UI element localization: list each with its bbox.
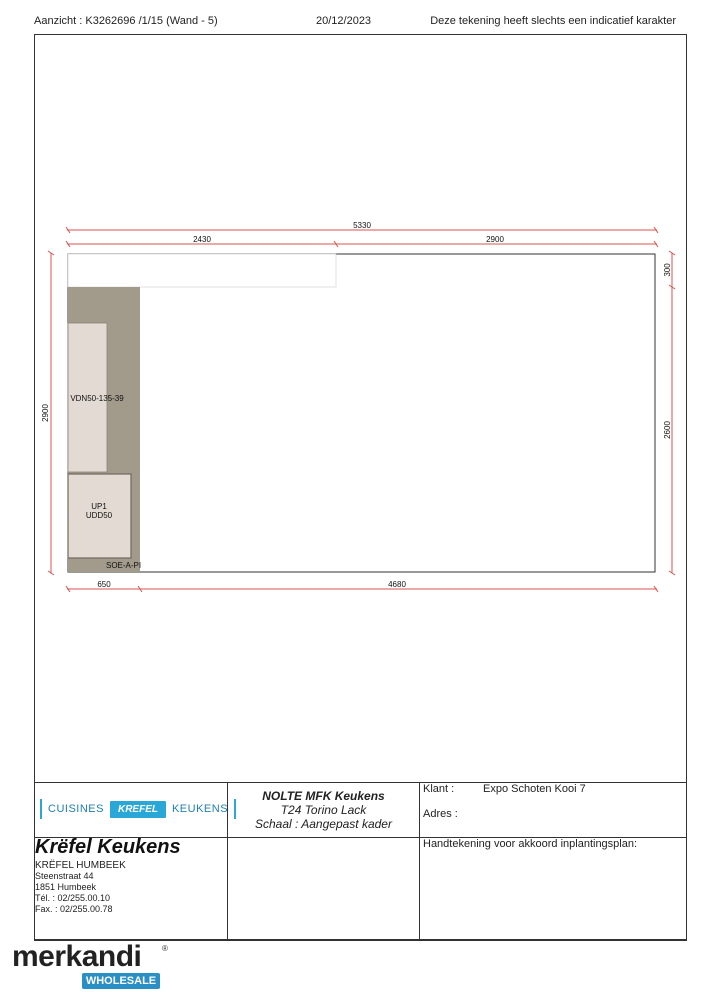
dim-height-left: 2900 bbox=[41, 404, 50, 422]
dim-bottom-right: 4680 bbox=[388, 580, 406, 589]
lower-cabinet-label-1: UP1 bbox=[91, 502, 107, 511]
address-label: Adres : bbox=[423, 808, 458, 820]
signature-cell bbox=[419, 837, 687, 941]
panel-label: SOE-A-PI bbox=[106, 561, 142, 570]
store-fax: Fax. : 02/255.00.78 bbox=[35, 904, 113, 914]
logo-word-left: CUISINES bbox=[48, 803, 104, 815]
supplier-name: NOLTE MFK Keukens bbox=[262, 789, 385, 803]
store-tel: Tél. : 02/255.00.10 bbox=[35, 893, 111, 903]
client-value: Expo Schoten Kooi 7 bbox=[483, 783, 586, 795]
signature-label: Handtekening voor akkoord inplantingsplan: bbox=[423, 838, 638, 850]
store-name: KRËFEL HUMBEEK bbox=[35, 860, 126, 871]
company-name: Krëfel Keukens bbox=[35, 836, 181, 858]
krefel-logo bbox=[40, 799, 236, 819]
dim-total: 5330 bbox=[353, 221, 371, 230]
dim-height-right-top: 300 bbox=[663, 263, 672, 277]
tall-cabinet-label: VDN50-135-39 bbox=[70, 394, 124, 403]
store-city: 1851 Humbeek bbox=[35, 882, 97, 892]
merkandi-logo: merkandi bbox=[12, 940, 142, 973]
view-reference: Aanzicht : K3262696 /1/15 (Wand - 5) bbox=[34, 15, 218, 27]
empty-cell bbox=[227, 837, 420, 941]
lower-cabinet-label-2: UDD50 bbox=[85, 511, 113, 520]
disclaimer: Deze tekening heeft slechts een indicatief karakter bbox=[430, 15, 676, 27]
drawing-date: 20/12/2023 bbox=[316, 15, 372, 27]
client-label: Klant : bbox=[423, 783, 455, 795]
wholesale-badge: WHOLESALE bbox=[82, 973, 160, 989]
dim-upper-right: 2900 bbox=[486, 235, 504, 244]
soffit-zone bbox=[68, 254, 336, 287]
scale-text: Schaal : Aangepast kader bbox=[255, 817, 392, 831]
logo-badge: KREFEL bbox=[110, 801, 166, 818]
dim-upper-left: 2430 bbox=[193, 235, 211, 244]
dim-height-right-main: 2600 bbox=[663, 421, 672, 439]
dim-bottom-left: 650 bbox=[97, 580, 111, 589]
logo-word-right: KEUKENS bbox=[171, 803, 229, 815]
store-street: Steenstraat 44 bbox=[35, 871, 94, 881]
wall-outline bbox=[68, 254, 655, 572]
merkandi-registered-mark: ® bbox=[162, 944, 168, 953]
model-name: T24 Torino Lack bbox=[280, 803, 367, 817]
